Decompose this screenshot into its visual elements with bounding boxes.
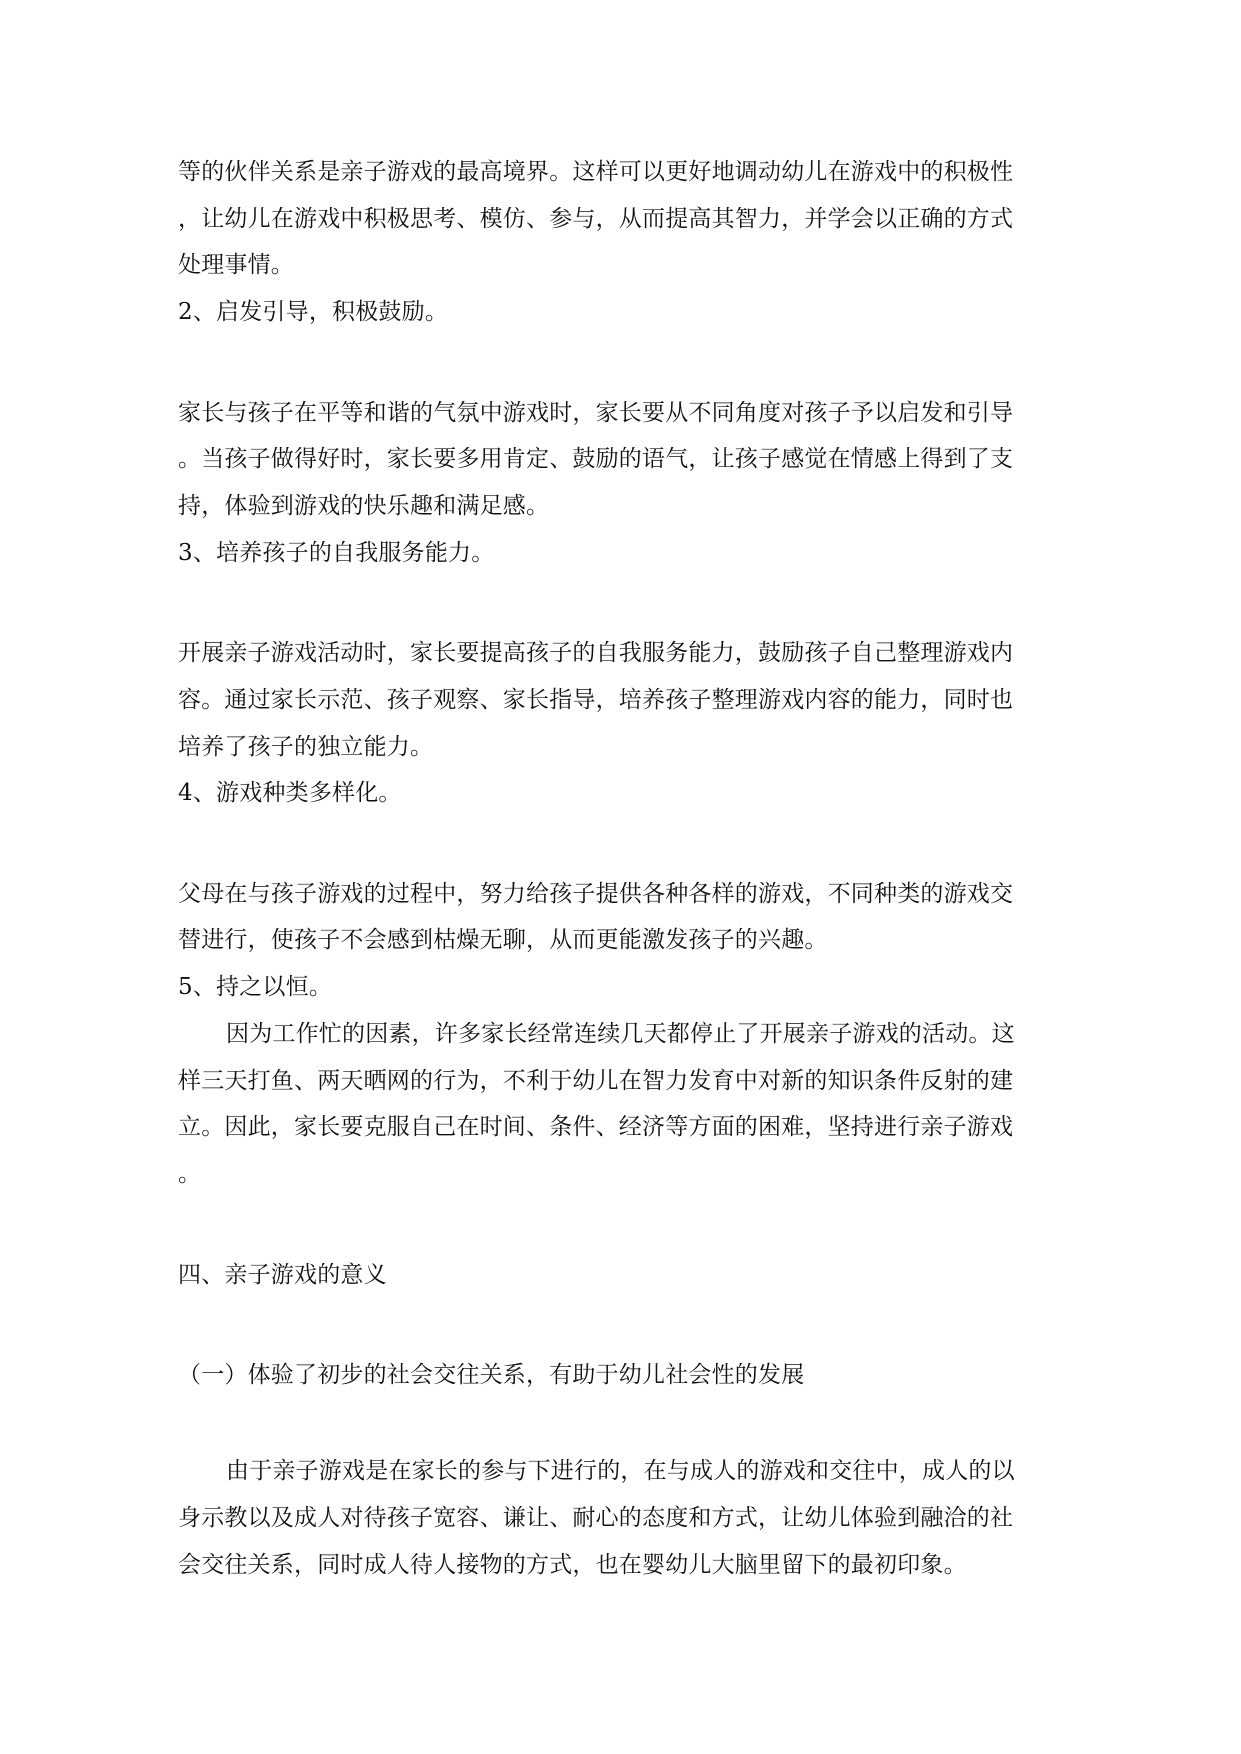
paragraph-line: 会交往关系，同时成人待人接物的方式，也在婴幼儿大脑里留下的最初印象。 bbox=[178, 1552, 967, 1578]
list-item-heading: 5、持之以恒。 bbox=[178, 974, 333, 1000]
paragraph-line: 父母在与孩子游戏的过程中，努力给孩子提供各种各样的游戏，不同种类的游戏交 bbox=[178, 881, 1014, 907]
paragraph-line: 培养了孩子的独立能力。 bbox=[178, 734, 434, 760]
paragraph-line: 由于亲子游戏是在家长的参与下进行的，在与成人的游戏和交往中，成人的以 bbox=[226, 1458, 1015, 1484]
paragraph-line: 开展亲子游戏活动时，家长要提高孩子的自我服务能力，鼓励孩子自己整理游戏内 bbox=[178, 640, 1014, 666]
paragraph-line: 因为工作忙的因素，许多家长经常连续几天都停止了开展亲子游戏的活动。这 bbox=[226, 1021, 1015, 1047]
paragraph-line: 身示教以及成人对待孩子宽容、谦让、耐心的态度和方式，让幼儿体验到融洽的社 bbox=[178, 1505, 1014, 1531]
paragraph-line: 。当孩子做得好时，家长要多用肯定、鼓励的语气，让孩子感觉在情感上得到了支 bbox=[178, 446, 1014, 472]
paragraph-line: ，让幼儿在游戏中积极思考、模仿、参与，从而提高其智力，并学会以正确的方式 bbox=[178, 206, 1014, 232]
paragraph-line: 容。通过家长示范、孩子观察、家长指导，培养孩子整理游戏内容的能力，同时也 bbox=[178, 687, 1014, 713]
list-item-heading: 4、游戏种类多样化。 bbox=[178, 780, 402, 806]
paragraph-line: 持，体验到游戏的快乐趣和满足感。 bbox=[178, 493, 550, 519]
paragraph-line: 家长与孩子在平等和谐的气氛中游戏时，家长要从不同角度对孩子予以启发和引导 bbox=[178, 400, 1014, 426]
paragraph-line: 立。因此，家长要克服自己在时间、条件、经济等方面的困难，坚持进行亲子游戏 bbox=[178, 1114, 1014, 1140]
paragraph-line: 等的伙伴关系是亲子游戏的最高境界。这样可以更好地调动幼儿在游戏中的积极性 bbox=[178, 159, 1014, 185]
paragraph-line: 替进行，使孩子不会感到枯燥无聊，从而更能激发孩子的兴趣。 bbox=[178, 927, 828, 953]
paragraph-line: 。 bbox=[178, 1161, 202, 1187]
subsection-heading: （一）体验了初步的社会交往关系，有助于幼儿社会性的发展 bbox=[178, 1362, 805, 1388]
paragraph-line: 样三天打鱼、两天晒网的行为，不利于幼儿在智力发育中对新的知识条件反射的建 bbox=[178, 1068, 1014, 1094]
list-item-heading: 2、启发引导，积极鼓励。 bbox=[178, 299, 449, 325]
paragraph-line: 处理事情。 bbox=[178, 252, 294, 278]
section-heading: 四、亲子游戏的意义 bbox=[178, 1262, 387, 1288]
list-item-heading: 3、培养孩子的自我服务能力。 bbox=[178, 540, 495, 566]
